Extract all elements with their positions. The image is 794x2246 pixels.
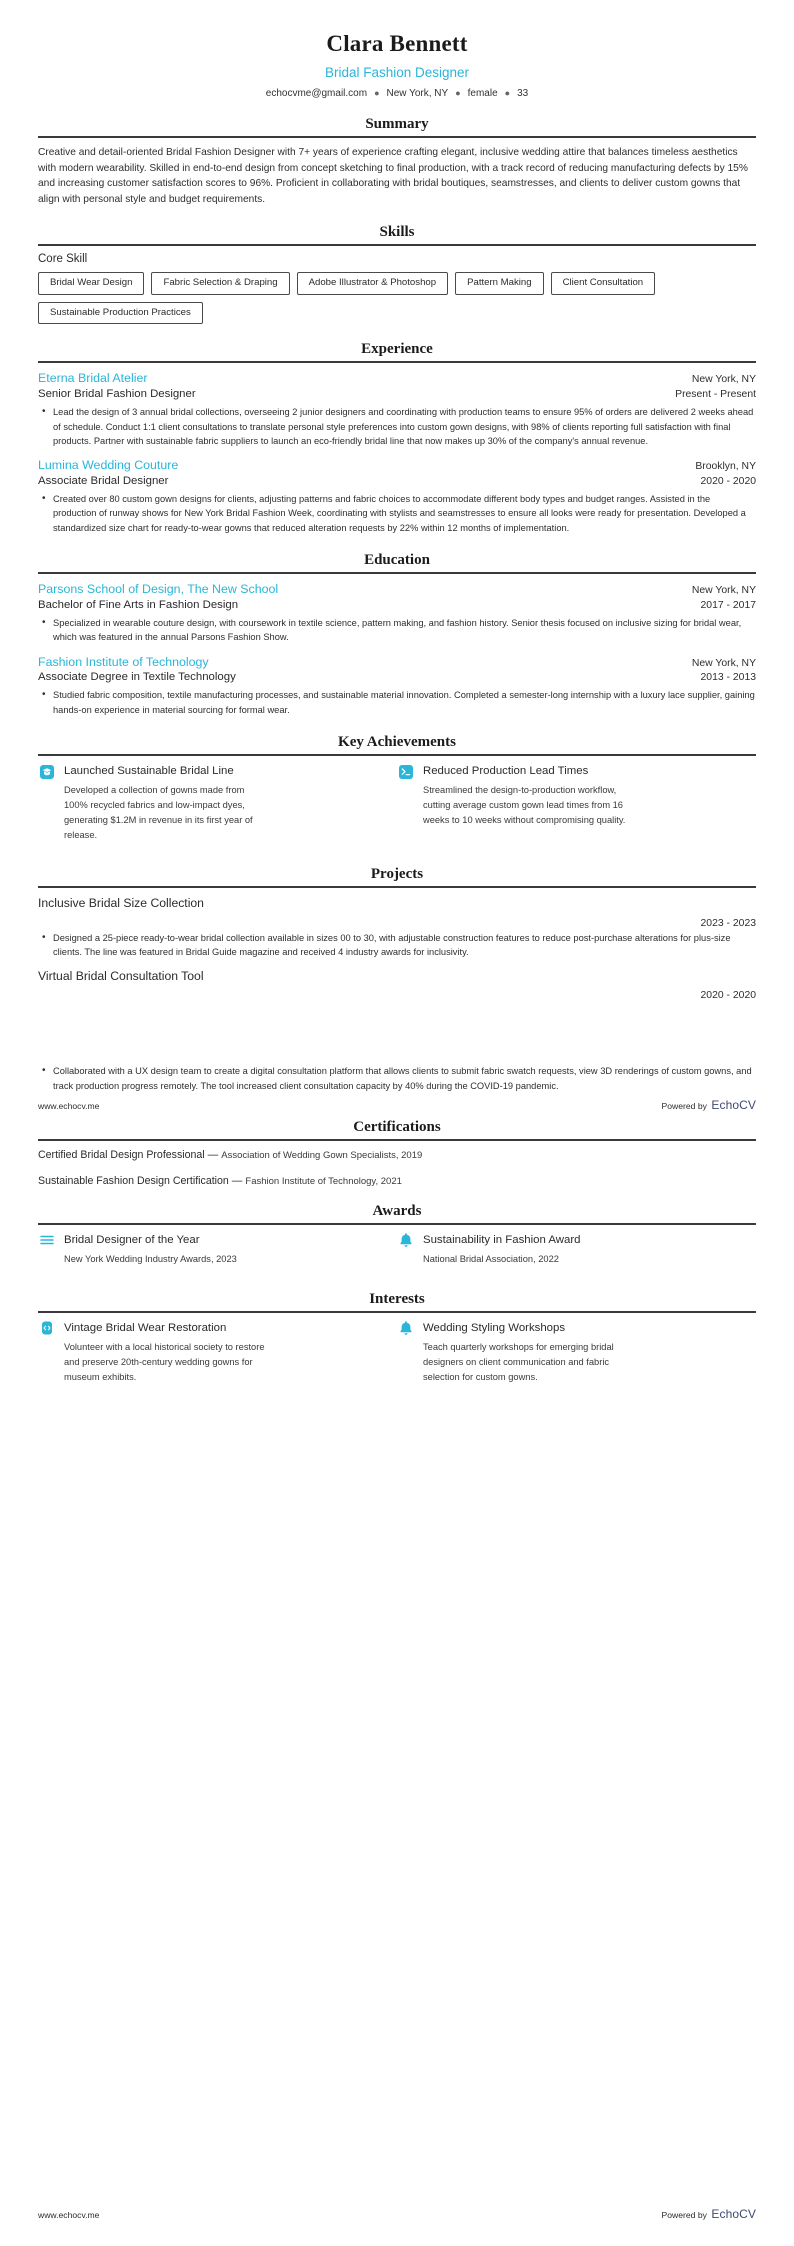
project-dates: 2020 - 2020: [700, 990, 756, 1002]
code-brackets-icon: [38, 1320, 55, 1337]
terminal-icon: [397, 763, 414, 780]
education-bullets: [38, 616, 756, 645]
footer-powered-label: Powered by: [661, 1101, 707, 1111]
award-card-list: [38, 1232, 756, 1273]
interest-description: Teach quarterly workshops for emerging bridal designers on client communication and fabric selection for custom gowns.: [423, 1341, 614, 1383]
footer-brand-name: EchoCV: [711, 2207, 756, 2221]
interest-card-list: [38, 1320, 756, 1391]
achievement-description: Streamlined the design-to-production workflow, cutting average custom gown lead times from 16 weeks to 10 weeks without compromising quality.: [423, 785, 626, 826]
section-certifications: [38, 1119, 756, 1189]
experience-dates: 2020 - 2020: [700, 476, 756, 488]
graduation-cap-icon: [38, 763, 55, 780]
bullet-item: • Lead the design of 3 annual bridal collections, overseeing 2 junior designers and coordinating with production teams to ensure 95% of orders are delivered 2 weeks ahead of schedule. Conduct 1:1 client consultations to translate personal style preferences into custom gown designs, with 98% of clients reporting full satisfaction with final products. Partner with sustainable fabric suppliers to launch an eco-friendly bridal line that now makes up 30% of the company's annual revenue.: [51, 405, 756, 448]
education-dates: 2013 - 2013: [700, 672, 756, 684]
project-entry: [38, 968, 756, 1001]
summary-text: Creative and detail-oriented Bridal Fashion Designer with 7+ years of experience crafting elegant, inclusive wedding attire that balances timeless aesthetics with modern wearability. Skilled in end-to-end design from concept sketching to final production, with a track record of reducing manufacturing defects by 15% and increasing customer satisfaction scores to 96%. Proficient in collaborating with bridal boutiques, seamstresses, and clients to deliver custom gowns that align with personal style and budget requirements.: [38, 147, 748, 205]
interest-card: [38, 1320, 397, 1385]
skill-chip[interactable]: Fabric Selection & Draping: [151, 272, 289, 295]
experience-location: Brooklyn, NY: [695, 461, 756, 473]
bell-icon: [397, 1232, 414, 1249]
section-awards: [38, 1203, 756, 1273]
contact-line: [38, 88, 756, 99]
education-entry: [38, 581, 756, 645]
experience-organization: Eterna Bridal Atelier: [38, 371, 148, 386]
footer-url[interactable]: www.echocv.me: [38, 2210, 100, 2220]
page-footer: [0, 2205, 794, 2223]
education-institution: Parsons School of Design, The New School: [38, 582, 279, 597]
interest-title: Wedding Styling Workshops: [423, 1321, 566, 1334]
experience-bullets: [38, 492, 756, 535]
education-degree: Bachelor of Fine Arts in Fashion Design: [38, 598, 239, 611]
certification-dash: —: [207, 1149, 219, 1162]
skill-chip[interactable]: Pattern Making: [455, 272, 544, 295]
section-title-skills: Skills: [379, 224, 415, 241]
experience-bullets: [38, 405, 756, 448]
contact-separator-icon: ●: [455, 88, 461, 99]
section-projects: [38, 866, 756, 1001]
interest-title: Vintage Bridal Wear Restoration: [64, 1321, 227, 1334]
certification-issuer: Fashion Institute of Technology, 2021: [245, 1176, 402, 1188]
contact-separator-icon: ●: [374, 88, 380, 99]
project-bullets: [38, 931, 756, 960]
certification-name: Sustainable Fashion Design Certification: [38, 1175, 229, 1188]
education-degree: Associate Degree in Textile Technology: [38, 671, 236, 684]
project-bullets-continued: [38, 1064, 756, 1093]
award-card: [397, 1232, 756, 1267]
education-location: New York, NY: [691, 585, 756, 597]
section-title-key-achievements: Key Achievements: [338, 734, 456, 751]
section-key-achievements: [38, 734, 756, 849]
section-experience: [38, 341, 756, 535]
achievement-description: Developed a collection of gowns made from 100% recycled fabrics and low-impact dyes, generating $1.2M in revenue in its first year of release.: [64, 785, 253, 841]
experience-organization: Lumina Wedding Couture: [38, 458, 179, 473]
certification-dash: —: [231, 1175, 243, 1188]
award-description: New York Wedding Industry Awards, 2023: [64, 1253, 237, 1264]
project-dates: 2023 - 2023: [700, 917, 756, 929]
bullet-item: • Specialized in wearable couture design, with coursework in textile science, pattern making, and fashion history. Senior thesis focused on inclusive sizing for bridal wear, which was featured in the annual Parsons Fashion Show.: [51, 616, 756, 645]
section-skills: [38, 224, 756, 324]
menu-lines-icon: [38, 1232, 55, 1249]
footer-powered-by: [662, 2205, 756, 2223]
section-interests: [38, 1291, 756, 1391]
resume-header: [38, 0, 756, 99]
footer-url[interactable]: www.echocv.me: [38, 1101, 100, 1111]
section-summary: [38, 116, 756, 207]
page-footer: [0, 1096, 794, 1114]
award-title: Bridal Designer of the Year: [64, 1233, 200, 1246]
section-title-certifications: Certifications: [353, 1119, 441, 1136]
experience-role: Associate Bridal Designer: [38, 475, 169, 488]
contact-separator-icon: ●: [504, 88, 511, 99]
certification-row: [38, 1174, 756, 1189]
footer-powered-label: Powered by: [661, 2210, 707, 2220]
education-location: New York, NY: [691, 657, 756, 669]
bullet-item: • Studied fabric composition, textile manufacturing processes, and sustainable material innovation. Completed a semester-long internship with a luxury lace supplier, gaining hands-on experience in material sourcing for formal wear.: [51, 688, 756, 717]
award-title: Sustainability in Fashion Award: [423, 1233, 581, 1246]
contact-email[interactable]: echocvme@gmail.com: [265, 88, 368, 100]
section-title-summary: Summary: [365, 116, 429, 133]
project-title: Virtual Bridal Consultation Tool: [38, 969, 204, 984]
experience-dates: Present - Present: [675, 389, 756, 401]
skill-chip-list: [38, 272, 756, 324]
section-title-experience: Experience: [361, 341, 433, 358]
achievement-title: Launched Sustainable Bridal Line: [64, 765, 234, 778]
candidate-job-title: Bridal Fashion Designer: [324, 64, 470, 80]
education-entry: [38, 654, 756, 718]
section-title-awards: Awards: [372, 1202, 422, 1219]
skill-chip[interactable]: Sustainable Production Practices: [38, 302, 203, 325]
skill-chip[interactable]: Bridal Wear Design: [38, 272, 144, 295]
bullet-item: • Created over 80 custom gown designs for clients, adjusting patterns and fabric choices to accommodate different body types and budget ranges. Assisted in the production of runway shows for New York Bridal Fashion Week, coordinating with stylists and seamstresses to ensure all looks were ready for presentation. Developed a standardized size chart for ready-to-wear gowns that reduced alteration requests by 22% within 12 months of implementation.: [51, 492, 756, 535]
certification-row: [38, 1148, 756, 1163]
education-dates: 2017 - 2017: [700, 599, 756, 611]
education-institution: Fashion Institute of Technology: [38, 654, 209, 669]
award-card: [38, 1232, 397, 1267]
footer-brand-name: EchoCV: [711, 1098, 756, 1112]
certification-name: Certified Bridal Design Professional: [38, 1149, 205, 1162]
skill-chip[interactable]: Client Consultation: [551, 272, 656, 295]
experience-entry: [38, 370, 756, 448]
bullet-item: • Designed a 25-piece ready-to-wear bridal collection available in sizes 00 to 30, with adjustable construction features to reduce post-purchase alterations for plus-size clients. The line was featured in Bridal Guide magazine and received 4 industry awards for inclusivity.: [51, 931, 756, 960]
contact-age: 33: [517, 88, 529, 100]
skill-group-label: Core Skill: [38, 253, 88, 266]
education-bullets: [38, 688, 756, 717]
contact-location: New York, NY: [386, 88, 449, 100]
experience-entry: [38, 457, 756, 535]
interest-card: [397, 1320, 756, 1385]
certification-issuer: Association of Wedding Gown Specialists, 2019: [221, 1150, 423, 1162]
section-education: [38, 552, 756, 717]
skill-chip[interactable]: Adobe Illustrator & Photoshop: [297, 272, 448, 295]
section-title-interests: Interests: [369, 1290, 425, 1307]
interest-description: Volunteer with a local historical society to restore and preserve 20th-century wedding gowns for museum exhibits.: [64, 1341, 265, 1383]
experience-location: New York, NY: [691, 374, 756, 386]
bell-icon: [397, 1320, 414, 1337]
section-title-projects: Projects: [370, 866, 424, 883]
experience-role: Senior Bridal Fashion Designer: [38, 388, 196, 401]
bullet-item: • Collaborated with a UX design team to create a digital consultation platform that allows clients to submit fabric swatch requests, view 3D renderings of custom gowns, and track production progress remotely. The tool increased client consultation capacity by 40% during the COVID-19 pandemic.: [51, 1064, 756, 1093]
section-title-education: Education: [364, 552, 430, 569]
project-entry: [38, 895, 756, 959]
achievement-title: Reduced Production Lead Times: [423, 765, 589, 778]
award-description: National Bridal Association, 2022: [423, 1253, 559, 1264]
project-title: Inclusive Bridal Size Collection: [38, 896, 204, 911]
achievement-card-list: [38, 763, 756, 849]
achievement-card: [397, 763, 756, 843]
contact-gender: female: [467, 88, 498, 100]
candidate-name: Clara Bennett: [326, 31, 468, 56]
achievement-card: [38, 763, 397, 843]
footer-powered-by: [662, 1096, 756, 1114]
